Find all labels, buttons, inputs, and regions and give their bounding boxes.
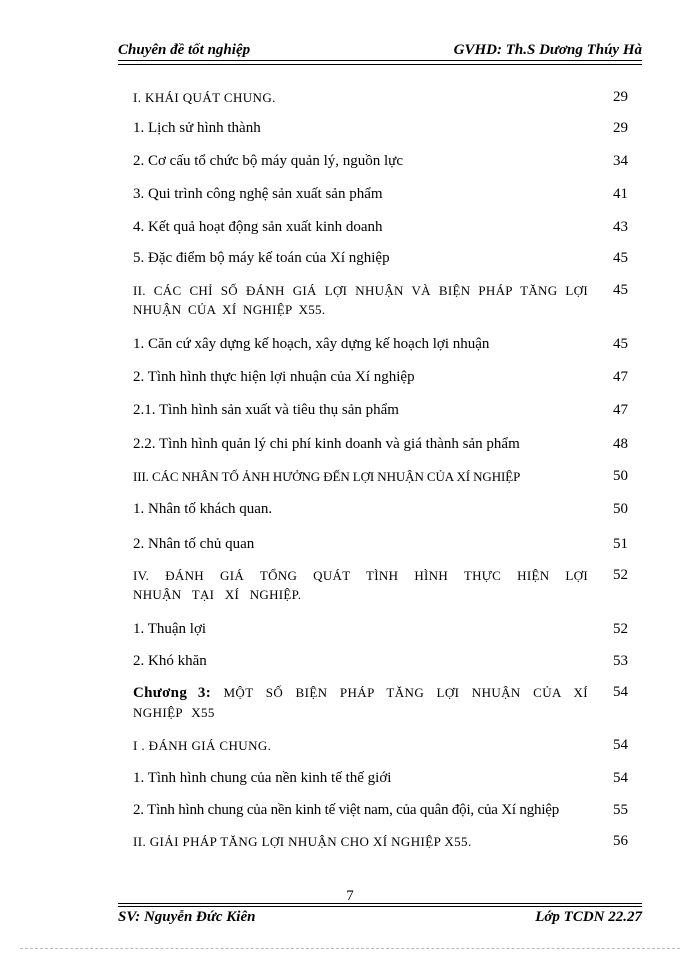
header-left-text: Chuyên đề tốt nghiệp	[118, 42, 251, 58]
toc-entry-page: 50	[613, 501, 628, 517]
toc-entry	[133, 119, 628, 138]
toc-entry-title: 1. Nhân tố khách quan.	[133, 501, 273, 517]
toc-entry-page: 54	[613, 684, 628, 700]
page-header	[118, 38, 642, 61]
toc-entry-page: 47	[613, 369, 628, 385]
toc-entry-page: 51	[613, 536, 628, 552]
toc-entry-page: 55	[613, 802, 628, 818]
chapter-label: Chương 3:	[133, 685, 212, 701]
toc-entry	[133, 368, 628, 387]
toc-entry-title: 1. Thuận lợi	[133, 621, 207, 637]
header-divider	[118, 64, 642, 65]
toc-entry	[133, 736, 628, 755]
page-break-line	[20, 948, 680, 949]
header-right-text: GVHD: Th.S Dương Thúy Hà	[453, 42, 642, 58]
toc-entry-page: 29	[613, 89, 628, 105]
toc-entry	[133, 335, 628, 354]
toc-entry	[133, 801, 628, 820]
toc-entry	[133, 620, 628, 639]
toc-entry-page: 52	[613, 621, 628, 637]
toc-entry-page: 34	[613, 153, 628, 169]
toc-entry-page: 56	[613, 833, 628, 849]
toc-entry-title: I . ĐÁNH GIÁ CHUNG.	[133, 738, 272, 753]
toc-entry	[133, 185, 628, 204]
toc-entry	[133, 535, 628, 554]
toc-entry-page: 53	[613, 653, 628, 669]
toc-entry-page: 45	[613, 336, 628, 352]
toc-entry	[133, 249, 628, 268]
toc-entry	[133, 832, 628, 851]
toc-entry	[133, 652, 628, 671]
toc-entry-title: IV. ĐÁNH GIÁ TỔNG QUÁT TÌNH HÌNH THỰC HIỆN LỢI NHUẬN TẠI XÍ NGHIỆP.	[133, 568, 588, 602]
toc-entry-title: III. CÁC NHÂN TỐ ẢNH HƯỞNG ĐẾN LỢI NHUẬN CỦA XÍ NGHIỆP	[133, 469, 521, 484]
toc-entry-title	[133, 683, 588, 723]
toc-entry-title: 2. Cơ cấu tổ chức bộ máy quản lý, nguồn lực	[133, 153, 403, 169]
toc-entry-title: 2. Khó khăn	[133, 653, 207, 669]
toc-entry-title: I. KHÁI QUÁT CHUNG.	[133, 90, 276, 105]
toc-entry-title: 1. Tình hình chung của nền kinh tế thế giới	[133, 770, 392, 786]
toc-entry-title: 1. Căn cứ xây dựng kế hoạch, xây dựng kế hoạch lợi nhuận	[133, 336, 490, 352]
toc-entry-page: 29	[613, 120, 628, 136]
toc-entry-title: 5. Đặc điểm bộ máy kế toán của Xí nghiệp	[133, 250, 390, 266]
toc-entry	[133, 566, 628, 604]
toc-entry-page: 48	[613, 436, 628, 452]
footer-right-text: Lớp TCDN 22.27	[535, 909, 642, 925]
toc-entry-title: 4. Kết quả hoạt động sản xuất kinh doanh	[133, 219, 383, 235]
toc-entry-page: 54	[613, 770, 628, 786]
toc-entry-page: 50	[613, 468, 628, 484]
toc-entry-page: 47	[613, 402, 628, 418]
toc-entry-page: 43	[613, 219, 628, 235]
toc-entry-page: 45	[613, 250, 628, 266]
toc-entry-title: 2. Nhân tố chủ quan	[133, 536, 255, 552]
page-footer	[118, 903, 642, 923]
toc-entry-title: 3. Qui trình công nghệ sản xuất sản phẩm	[133, 186, 383, 202]
toc-entry-page: 54	[613, 737, 628, 753]
toc-entry-page: 41	[613, 186, 628, 202]
toc-entry	[133, 435, 628, 454]
toc-entry	[133, 683, 628, 723]
toc-entry-title: II. CÁC CHỈ SỐ ĐÁNH GIÁ LỢI NHUẬN VÀ BIỆN PHÁP TĂNG LỢI NHUẬN CỦA XÍ NGHIỆP X55.	[133, 283, 588, 317]
toc-entry-title: II. GIẢI PHÁP TĂNG LỢI NHUẬN CHO XÍ NGHIỆP X55.	[133, 834, 472, 849]
toc-entry	[133, 467, 628, 486]
toc-entry-title: 2.2. Tình hình quản lý chi phí kinh doanh và giá thành sản phẩm	[133, 436, 520, 452]
toc-entry-page: 52	[613, 567, 628, 583]
toc-entry	[133, 401, 628, 420]
toc-entry	[133, 500, 628, 519]
toc-entry-title: 2. Tình hình thực hiện lợi nhuận của Xí nghiệp	[133, 369, 415, 385]
page-number: 7	[346, 888, 354, 904]
footer-left-text: SV: Nguyễn Đức Kiên	[118, 909, 256, 925]
toc-entry	[133, 769, 628, 788]
toc-entry	[133, 218, 628, 237]
toc-entry	[133, 152, 628, 171]
toc-entry-title: 2. Tình hình chung của nền kinh tế việt nam, của quân đội, của Xí nghiệp	[133, 802, 560, 818]
toc-entry-title: 1. Lịch sử hình thành	[133, 120, 261, 136]
chapter-title: MỘT SỐ BIỆN PHÁP TĂNG LỢI NHUẬN CỦA XÍ NGHIỆP X55	[133, 685, 588, 720]
toc-entry-title: 2.1. Tình hình sản xuất và tiêu thụ sản phẩm	[133, 402, 399, 418]
toc-entry	[133, 88, 628, 107]
toc-entry	[133, 281, 628, 319]
toc-entry-page: 45	[613, 282, 628, 298]
